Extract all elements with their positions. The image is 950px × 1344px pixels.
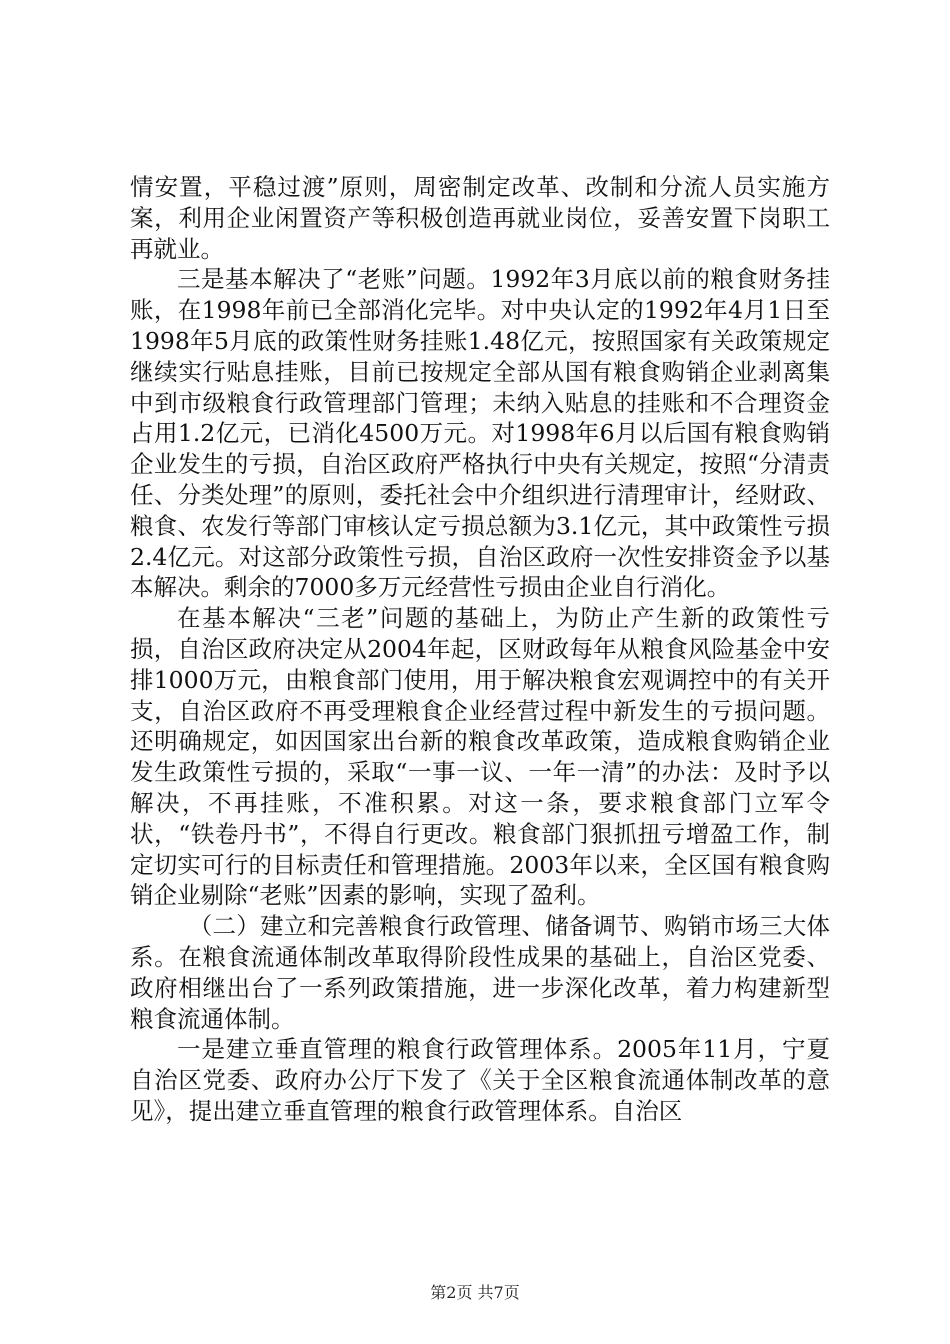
- paragraph-old-accounts: 三是基本解决了“老账”问题。1992年3月底以前的粮食财务挂账，在1998年前已全部消化完毕。对中央认定的1992年4月1日至1998年5月底的政策性财务挂账1.48亿元，按照国家有关政策规定继续实行贴息挂账，目前已按规定全部从国有粮食购销企业剥离集中到市级粮食行政管理部门管理；未纳入贴息的挂账和不合理资金占用1.2亿元，已消化4500万元。对1998年6月以后国有粮食购销企业发生的亏损，自治区政府严格执行中央有关规定，按照“分清责任、分类处理”的原则，委托社会中介组织进行清理审计，经财政、粮食、农发行等部门审核认定亏损总额为3.1亿元，其中政策性亏损2.4亿元。对这部分政策性亏损，自治区政府一次性安排资金予以基本解决。剩余的7000多万元经营性亏损由企业自行消化。: [130, 265, 830, 602]
- document-body: [130, 172, 830, 1127]
- paragraph-vertical-management: 一是建立垂直管理的粮食行政管理体系。2005年11月，宁夏自治区党委、政府办公厅下发了《关于全区粮食流通体制改革的意见》，提出建立垂直管理的粮食行政管理体系。自治区: [130, 1035, 830, 1125]
- page-number-footer: 第2页 共7页: [430, 1283, 520, 1302]
- paragraph-continuation: 情安置，平稳过渡”原则，周密制定改革、改制和分流人员实施方案，利用企业闲置资产等积极创造再就业岗位，妥善安置下岗职工再就业。: [130, 173, 830, 263]
- paragraph-new-loss-prevention: 在基本解决“三老”问题的基础上，为防止产生新的政策性亏损，自治区政府决定从2004年起，区财政每年从粮食风险基金中安排1000万元，由粮食部门使用，用于解决粮食宏观调控中的有关开支，自治区政府不再受理粮食企业经营过程中新发生的亏损问题。还明确规定，如因国家出台新的粮食改革政策，造成粮食购销企业发生政策性亏损的，采取“一事一议、一年一清”的办法：及时予以解决，不再挂账，不准积累。对这一条，要求粮食部门立军令状，“铁卷丹书”，不得自行更改。粮食部门狠抓扭亏增盈工作，制定切实可行的目标责任和管理措施。2003年以来，全区国有粮食购销企业剔除“老账”因素的影响，实现了盈利。: [130, 604, 830, 910]
- paragraph-section-two: （二）建立和完善粮食行政管理、储备调节、购销市场三大体系。在粮食流通体制改革取得阶段性成果的基础上，自治区党委、政府相继出台了一系列政策措施，进一步深化改革，着力构建新型粮食流通体制。: [130, 912, 830, 1033]
